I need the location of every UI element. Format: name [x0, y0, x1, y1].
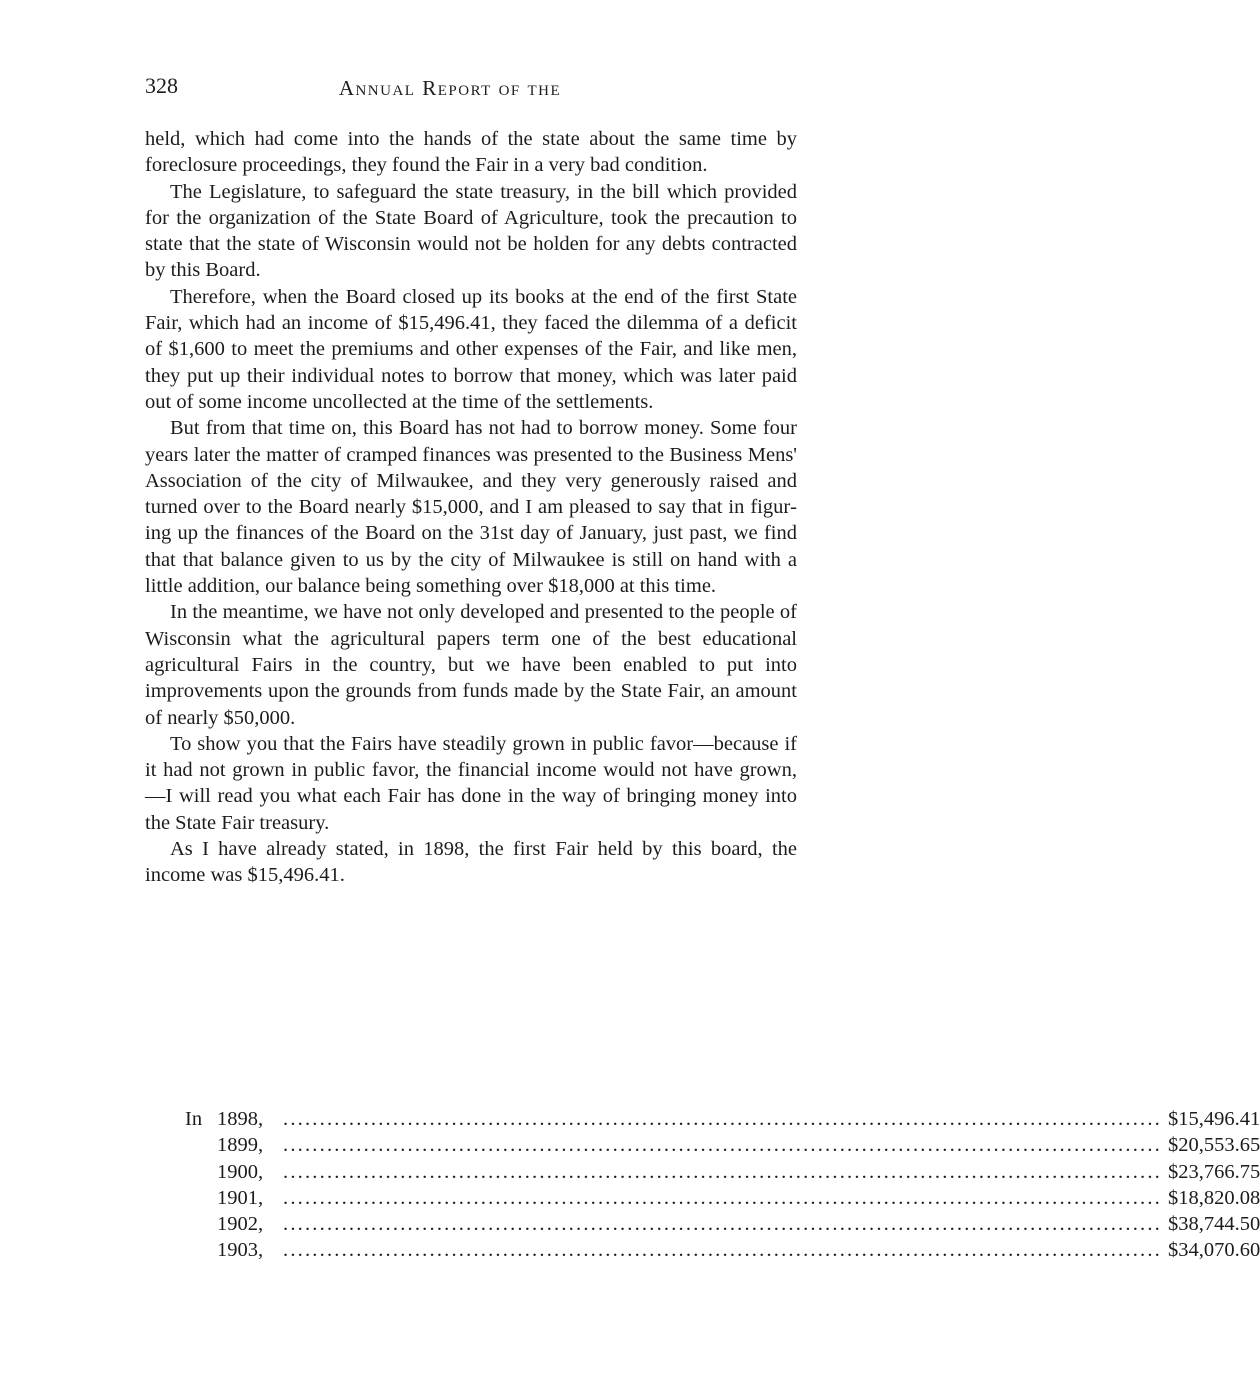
year-prefix: In — [185, 1108, 203, 1130]
paragraph: To show you that the Fairs have steadily grown in public favor—because if it had not grown in public favor, the financial income would not have grown,—I will read you what each Fair has done in the way of bringing money into the State Fair treasury. — [145, 732, 797, 834]
dot-leader: ........................................................................................................................ — [283, 1186, 1162, 1209]
income-amount: $34,070.60 — [1168, 1239, 1260, 1262]
income-amount: $18,820.08 — [1168, 1186, 1260, 1209]
dot-leader: ........................................................................................................................ — [283, 1239, 1162, 1262]
year-label: 1901, — [217, 1186, 264, 1209]
dot-leader: ........................................................................................................................ — [283, 1213, 1162, 1236]
income-row — [185, 1185, 1260, 1211]
year-label: 1899, — [217, 1134, 264, 1157]
income-amount: $23,766.75 — [1168, 1160, 1260, 1183]
year-label: 1900, — [217, 1160, 264, 1183]
income-row — [185, 1159, 1260, 1185]
dot-leader: ........................................................................................................................ — [283, 1160, 1162, 1183]
income-amount: $15,496.41 — [1168, 1108, 1260, 1130]
paragraph: In the meantime, we have not only developed and presented to the people of Wisconsin what the agricultural papers term one of the best educational agricultural Fairs in the country, but we have been enabled to put into improvements upon the grounds from funds made by the State Fair, an amount of nearly $50,000. — [145, 601, 797, 729]
running-head: Annual Report of the — [338, 76, 562, 100]
paragraph: The Legislature, to safeguard the state treasury, in the bill which provided for the organization of the State Board of Agriculture, took the precaution to state that the state of Wisconsin would not be holden for any debts contracted by this Board. — [145, 180, 797, 282]
dot-leader: ........................................................................................................................ — [283, 1134, 1162, 1157]
year-label: 1898, — [217, 1108, 264, 1130]
income-amount: $38,744.50 — [1168, 1213, 1260, 1236]
paragraph: Therefore, when the Board closed up its books at the end of the first State Fair, which had an income of $15,496.41, they faced the dilemma of a deficit of $1,600 to meet the premiums and other expenses of the Fair, and like men, they put up their individual notes to borrow that money, which was later paid out of some income uncollected at the time of the settlements. — [145, 285, 797, 413]
page-number: 328 — [145, 73, 178, 98]
income-amount: $20,553.65 — [1168, 1134, 1260, 1157]
year-label: 1903, — [217, 1239, 264, 1262]
paragraph: But from that time on, this Board has not had to borrow money. Some four years later the matter of cramped finances was presented to the Business Mens' Association of the city of Milwaukee, and they very generously raised and turned over to the Board nearly $15,000, and I am pleased to say that in figuring up the finances of the Board on the 31st day of January, just past, we find that that balance given to us by the city of Milwaukee is still on hand with a little addition, our balance being something over $18,000 at this time. — [145, 417, 797, 598]
body-text — [145, 126, 797, 889]
paragraph: held, which had come into the hands of the state about the same time by foreclosure proceedings, they found the Fair in a very bad condition. — [145, 128, 797, 177]
income-table — [185, 1106, 1260, 1264]
income-row — [185, 1132, 1260, 1158]
income-row — [185, 1237, 1260, 1263]
income-row — [185, 1211, 1260, 1237]
dot-leader: ........................................................................................................................ — [283, 1108, 1162, 1130]
income-row — [185, 1106, 1260, 1132]
paragraph: As I have already stated, in 1898, the first Fair held by this board, the income was $15,496.41. — [145, 838, 797, 887]
year-label: 1902, — [217, 1213, 264, 1236]
